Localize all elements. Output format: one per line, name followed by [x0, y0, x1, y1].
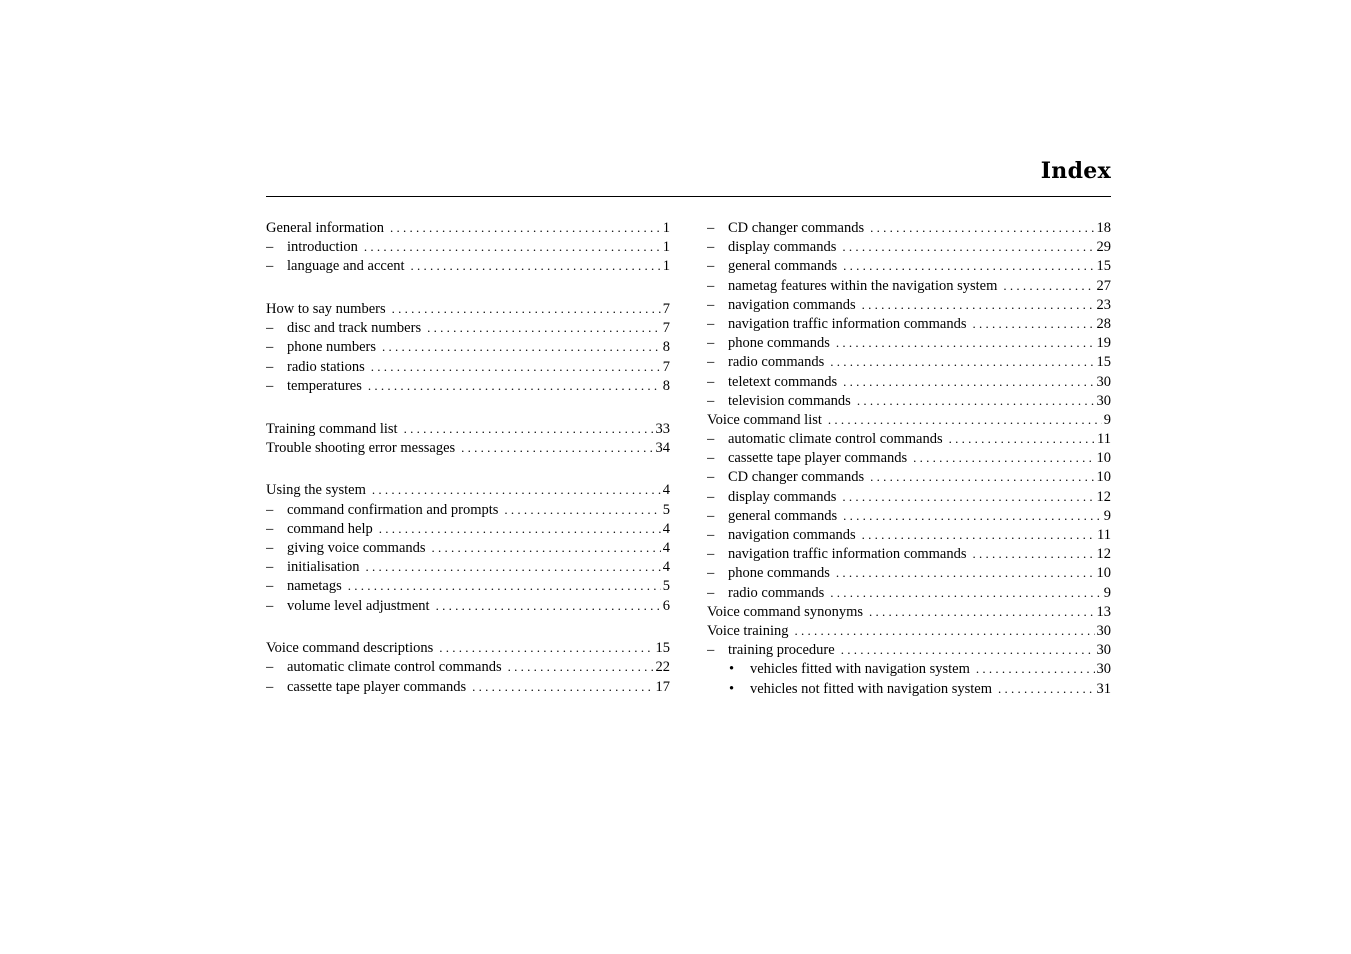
dash-marker: –	[707, 642, 715, 659]
dot-leader	[842, 487, 1094, 506]
dot-leader	[973, 314, 1095, 333]
dash-marker: –	[707, 220, 715, 236]
index-entry-page: 9	[1103, 507, 1111, 524]
dot-leader	[472, 677, 653, 696]
index-entry	[266, 557, 670, 576]
index-entry	[266, 419, 670, 438]
dot-leader	[348, 576, 661, 595]
index-entry	[266, 500, 670, 519]
dash-marker: –	[707, 296, 715, 313]
index-entry-page: 11	[1097, 527, 1111, 543]
index-entry-page: 15	[1096, 354, 1111, 371]
dot-leader	[870, 218, 1094, 237]
dot-leader	[411, 256, 661, 275]
dot-leader	[379, 519, 661, 538]
index-entry-label: radio commands	[728, 584, 825, 601]
index-entry-label: vehicles not fitted with navigation system	[750, 680, 993, 697]
index-entry	[707, 314, 1111, 333]
index-entry-label: vehicles fitted with navigation system	[750, 661, 970, 678]
index-entry	[266, 256, 670, 275]
dot-leader	[842, 237, 1094, 256]
index-entry	[266, 299, 670, 318]
dot-leader	[368, 376, 661, 395]
dot-leader	[371, 357, 661, 376]
index-entry-label: navigation commands	[728, 296, 856, 313]
title-divider	[266, 196, 1111, 197]
index-entry	[707, 679, 1111, 698]
index-entry-label: How to say numbers	[266, 301, 386, 318]
index-entry-page: 31	[1096, 680, 1111, 697]
dash-marker: –	[266, 258, 274, 275]
index-entry-label: teletext commands	[728, 373, 838, 390]
index-entry-page: 10	[1096, 469, 1111, 486]
index-entry-label: navigation traffic information commands	[728, 546, 967, 563]
dash-marker: –	[707, 431, 715, 448]
index-entry-label: cassette tape player commands	[287, 678, 467, 695]
index-entry-page: 28	[1096, 315, 1111, 332]
index-entry-page: 15	[655, 640, 670, 657]
dot-leader	[432, 538, 661, 557]
index-entry-page: 12	[1096, 546, 1111, 563]
index-entry-page: 30	[1096, 642, 1111, 659]
dash-marker: –	[707, 546, 715, 563]
index-entry	[266, 337, 670, 356]
index-entry-label: general commands	[728, 507, 838, 524]
index-entry-page: 5	[662, 578, 670, 595]
index-entry-page: 6	[662, 597, 670, 614]
dot-leader	[870, 467, 1094, 486]
index-entry-label: command confirmation and prompts	[287, 501, 499, 518]
index-entry	[707, 237, 1111, 256]
index-entry	[707, 372, 1111, 391]
dash-marker: –	[266, 578, 274, 595]
dash-marker: –	[707, 392, 715, 409]
index-entry-label: disc and track numbers	[287, 320, 422, 337]
dot-leader	[949, 429, 1095, 448]
dot-leader	[843, 256, 1094, 275]
index-entry-label: General information	[266, 220, 384, 236]
index-entry	[707, 410, 1111, 429]
dash-marker: –	[707, 450, 715, 467]
dot-leader	[913, 448, 1094, 467]
index-entry	[266, 376, 670, 395]
index-entry-page: 33	[655, 420, 670, 437]
index-entry-page: 1	[662, 258, 670, 275]
index-entry	[266, 357, 670, 376]
index-entry-page: 4	[662, 482, 670, 499]
dash-marker: –	[266, 239, 274, 256]
index-entry-page: 11	[1097, 431, 1111, 448]
dot-leader	[830, 352, 1094, 371]
dash-marker: –	[707, 527, 715, 543]
index-entry-label: automatic climate control commands	[728, 431, 943, 448]
index-entry	[707, 295, 1111, 314]
dash-marker: –	[266, 377, 274, 394]
dot-leader	[830, 583, 1102, 602]
dot-leader	[508, 657, 654, 676]
dash-marker: –	[266, 358, 274, 375]
dot-leader	[976, 659, 1095, 678]
dash-marker: –	[266, 659, 274, 676]
index-entry-label: display commands	[728, 239, 837, 256]
index-entry	[707, 506, 1111, 525]
index-entry	[266, 538, 670, 557]
index-entry-page: 22	[655, 659, 670, 676]
dot-leader	[843, 506, 1102, 525]
index-column-right	[707, 218, 1111, 698]
dash-marker: –	[707, 584, 715, 601]
index-entry-page: 15	[1096, 258, 1111, 275]
dash-marker: –	[707, 258, 715, 275]
index-entry-label: radio stations	[287, 358, 365, 375]
page-title: Index	[1040, 158, 1111, 184]
index-entry	[707, 429, 1111, 448]
dot-leader	[390, 218, 661, 237]
index-entry-page: 5	[662, 501, 670, 518]
dash-marker: –	[266, 539, 274, 556]
dot-leader	[998, 679, 1094, 698]
dash-marker: –	[707, 373, 715, 390]
index-entry-label: navigation traffic information commands	[728, 315, 967, 332]
dash-marker: –	[707, 277, 715, 294]
dash-marker: –	[707, 315, 715, 332]
dot-leader	[504, 500, 660, 519]
dot-leader	[973, 544, 1095, 563]
index-entry	[266, 677, 670, 696]
index-entry-label: Trouble shooting error messages	[266, 439, 456, 456]
index-entry	[266, 576, 670, 595]
index-entry	[266, 237, 670, 256]
index-entry	[707, 352, 1111, 371]
index-entry-label: nametag features within the navigation system	[728, 277, 998, 294]
index-entry-label: television commands	[728, 392, 851, 409]
index-entry-page: 7	[662, 358, 670, 375]
dot-leader	[404, 419, 654, 438]
dot-leader	[836, 333, 1095, 352]
index-entry-page: 9	[1103, 411, 1111, 428]
index-entry-page: 13	[1096, 603, 1111, 620]
index-entry	[707, 333, 1111, 352]
index-entry-page: 30	[1096, 373, 1111, 390]
dot-leader	[836, 563, 1095, 582]
index-entry	[707, 487, 1111, 506]
dot-leader	[843, 372, 1094, 391]
index-entry	[266, 657, 670, 676]
index-entry-label: Using the system	[266, 482, 366, 499]
index-entry	[266, 480, 670, 499]
dot-leader	[427, 318, 661, 337]
index-entry	[707, 583, 1111, 602]
dash-marker: –	[707, 507, 715, 524]
index-entry-label: training procedure	[728, 642, 835, 659]
dot-leader	[392, 299, 661, 318]
index-entry-page: 30	[1096, 622, 1111, 639]
dash-marker: –	[707, 565, 715, 582]
index-entry-label: temperatures	[287, 377, 362, 394]
index-entry	[707, 563, 1111, 582]
index-entry-page: 8	[662, 339, 670, 356]
index-entry-label: automatic climate control commands	[287, 659, 502, 676]
index-entry-label: language and accent	[287, 258, 405, 275]
dot-leader	[1003, 276, 1094, 295]
dash-marker: –	[707, 469, 715, 486]
index-entry-page: 10	[1096, 450, 1111, 467]
dash-marker: –	[707, 488, 715, 505]
index-entry	[707, 391, 1111, 410]
index-entry-page: 7	[662, 301, 670, 318]
index-entry	[707, 467, 1111, 486]
index-entry-page: 1	[662, 220, 670, 236]
dot-leader	[461, 438, 653, 457]
index-entry-label: introduction	[287, 239, 358, 256]
dash-marker: –	[266, 320, 274, 337]
dash-marker: –	[266, 339, 274, 356]
dot-leader	[828, 410, 1102, 429]
index-column-left	[266, 218, 670, 696]
index-entry-page: 7	[662, 320, 670, 337]
index-entry-page: 19	[1096, 335, 1111, 352]
index-entry-label: phone numbers	[287, 339, 376, 356]
dot-leader	[862, 295, 1095, 314]
dot-leader	[439, 638, 653, 657]
index-entry	[707, 276, 1111, 295]
dash-marker: –	[266, 501, 274, 518]
index-entry	[707, 256, 1111, 275]
dot-leader	[366, 557, 661, 576]
index-entry	[266, 596, 670, 615]
dot-leader	[862, 525, 1095, 544]
index-entry-page: 34	[655, 439, 670, 456]
bullet-marker: •	[729, 661, 735, 678]
dash-marker: –	[266, 678, 274, 695]
index-entry-label: command help	[287, 520, 373, 537]
dash-marker: –	[707, 335, 715, 352]
index-entry-page: 30	[1096, 661, 1111, 678]
index-entry	[266, 638, 670, 657]
index-entry-page: 4	[662, 539, 670, 556]
index-entry-page: 23	[1096, 296, 1111, 313]
index-entry-page: 9	[1103, 584, 1111, 601]
index-entry-label: CD changer commands	[728, 469, 865, 486]
index-entry-page: 10	[1096, 565, 1111, 582]
index-entry-label: navigation commands	[728, 527, 856, 543]
index-entry-page: 4	[662, 559, 670, 576]
index-entry-label: Voice command synonyms	[707, 603, 863, 620]
index-entry-page: 8	[662, 377, 670, 394]
index-entry-label: initialisation	[287, 559, 360, 576]
index-entry-label: general commands	[728, 258, 838, 275]
index-entry-page: 18	[1096, 220, 1111, 236]
index-entry	[266, 519, 670, 538]
index-entry-page: 4	[662, 520, 670, 537]
bullet-marker: •	[729, 680, 735, 697]
dash-marker: –	[707, 239, 715, 256]
index-entry	[707, 544, 1111, 563]
index-entry	[707, 659, 1111, 678]
index-entry-page: 29	[1096, 239, 1111, 256]
index-entry-label: phone commands	[728, 335, 830, 352]
dot-leader	[841, 640, 1095, 659]
index-entry-label: nametags	[287, 578, 342, 595]
index-entry-label: CD changer commands	[728, 220, 865, 236]
dot-leader	[794, 621, 1094, 640]
dot-leader	[857, 391, 1095, 410]
index-entry	[707, 525, 1111, 544]
index-entry-page: 1	[662, 239, 670, 256]
index-entry-label: volume level adjustment	[287, 597, 430, 614]
dot-leader	[436, 596, 661, 615]
dot-leader	[364, 237, 661, 256]
index-entry-label: phone commands	[728, 565, 830, 582]
index-entry	[707, 621, 1111, 640]
index-entry	[266, 318, 670, 337]
index-entry-label: display commands	[728, 488, 837, 505]
dash-marker: –	[707, 354, 715, 371]
dot-leader	[372, 480, 661, 499]
index-entry-page: 12	[1096, 488, 1111, 505]
index-entry-page: 27	[1096, 277, 1111, 294]
index-entry-label: giving voice commands	[287, 539, 426, 556]
index-entry-page: 30	[1096, 392, 1111, 409]
index-entry-label: Voice command list	[707, 411, 822, 428]
dot-leader	[382, 337, 661, 356]
index-entry	[266, 438, 670, 457]
dash-marker: –	[266, 520, 274, 537]
dash-marker: –	[266, 559, 274, 576]
dot-leader	[869, 602, 1095, 621]
index-entry	[266, 218, 670, 237]
index-entry-label: cassette tape player commands	[728, 450, 908, 467]
index-entry	[707, 448, 1111, 467]
index-entry-label: Training command list	[266, 420, 398, 437]
index-entry-page: 17	[655, 678, 670, 695]
index-entry	[707, 218, 1111, 237]
index-entry	[707, 640, 1111, 659]
index-entry-label: Voice command descriptions	[266, 640, 434, 657]
index-entry-label: Voice training	[707, 622, 789, 639]
index-entry	[707, 602, 1111, 621]
dash-marker: –	[266, 597, 274, 614]
index-entry-label: radio commands	[728, 354, 825, 371]
